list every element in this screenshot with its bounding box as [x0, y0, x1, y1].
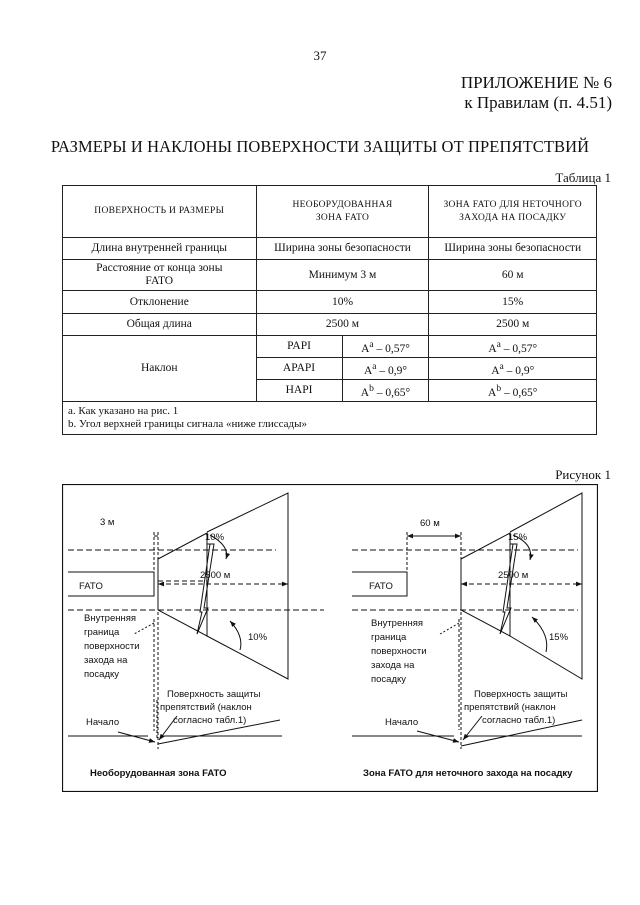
approach-surface-outer — [207, 493, 288, 679]
leader-line — [440, 623, 459, 634]
svg-text:граница: граница — [84, 627, 120, 638]
slope-value: $A^a - 0,9^\circ$ — [429, 358, 597, 380]
distance-label: 60 м — [420, 518, 440, 529]
divergence-bottom-arc — [230, 621, 241, 650]
page-title: РАЗМЕРЫ И НАКЛОНЫ ПОВЕРХНОСТИ ЗАЩИТЫ ОТ ПРЕПЯТСТВИЙ — [50, 137, 590, 156]
page-number: 37 — [313, 48, 327, 63]
svg-text:захода на: захода на — [371, 660, 415, 671]
origin-label: Начало — [86, 717, 120, 728]
leader-line — [134, 623, 154, 634]
header-surface: ПОВЕРХНОСТЬ И РАЗМЕРЫ — [63, 186, 257, 238]
svg-text:Поверхность защиты: Поверхность защиты — [167, 689, 261, 700]
appendix-number: ПРИЛОЖЕНИЕ № 6 — [460, 73, 612, 92]
length-label: 2500 м — [498, 570, 529, 581]
svg-text:посадку: посадку — [84, 669, 120, 680]
divergence-top-label: 15% — [508, 532, 528, 543]
appendix-header — [461, 73, 612, 113]
figure-frame — [63, 485, 598, 792]
note-a: a. Как указано на рис. 1 — [68, 405, 179, 417]
inner-edge-caption — [84, 613, 140, 680]
svg-text:поверхности: поверхности — [371, 646, 427, 657]
table-header-row — [63, 186, 597, 238]
row-value: 15% — [429, 291, 597, 314]
row-value: 10% — [256, 291, 429, 314]
row-value: 2500 м — [429, 314, 597, 336]
svg-text:Поверхность защиты: Поверхность защиты — [474, 689, 568, 700]
slope-value: $A^a - 0,9^\circ$ — [342, 358, 429, 380]
figure-caption-left: Необорудованная зона FATO — [90, 768, 227, 779]
svg-text:граница: граница — [371, 632, 407, 643]
svg-text:Внутренняя: Внутренняя — [84, 613, 137, 624]
slope-value: $A^a - 0,57^\circ$ — [429, 336, 597, 358]
dimensions-table — [62, 185, 597, 435]
table-notes — [63, 402, 597, 435]
slope-label: Наклон — [63, 336, 257, 402]
row-label: Расстояние от конца зоны FATO — [63, 260, 257, 291]
svg-text:согласно табл.1): согласно табл.1) — [482, 715, 556, 726]
svg-text:препятствий (наклон: препятствий (наклон — [464, 702, 556, 713]
fato-label: FATO — [79, 581, 103, 592]
distance-label: 3 м — [100, 517, 115, 528]
divergence-bottom-label: 15% — [549, 632, 569, 643]
inner-edge-caption — [371, 618, 427, 685]
slope-value: $A^a - 0,57^\circ$ — [342, 336, 429, 358]
row-value: Ширина зоны безопасности — [429, 238, 597, 260]
row-value: 2500 м — [256, 314, 429, 336]
origin-arrow — [118, 732, 155, 742]
row-value: Ширина зоны безопасности — [256, 238, 429, 260]
row-label: Длина внутренней границы — [63, 238, 257, 260]
fato-label: FATO — [369, 581, 393, 592]
svg-text:Внутренняя: Внутренняя — [371, 618, 424, 629]
row-label: Общая длина — [63, 314, 257, 336]
origin-label: Начало — [385, 717, 419, 728]
svg-text:захода на: захода на — [84, 655, 128, 666]
divergence-bottom-label: 10% — [248, 632, 268, 643]
surface-caption — [464, 689, 568, 726]
row-value: Минимум 3 м — [256, 260, 429, 291]
slope-system: PAPI — [256, 336, 342, 358]
svg-text:согласно табл.1): согласно табл.1) — [173, 715, 247, 726]
table-row — [63, 291, 597, 314]
appendix-reference: к Правилам (п. 4.51) — [464, 93, 612, 112]
figure-label: Рисунок 1 — [555, 467, 611, 482]
svg-text:посадку: посадку — [371, 674, 407, 685]
row-label: Отклонение — [63, 291, 257, 314]
table-row — [63, 314, 597, 336]
slope-value: $A^b - 0,65^\circ$ — [342, 380, 429, 402]
slope-system: HAPI — [256, 380, 342, 402]
table-row — [63, 260, 597, 291]
slope-system: APAPI — [256, 358, 342, 380]
row-value: 60 м — [429, 260, 597, 291]
figure-caption-right: Зона FATO для неточного захода на посадку — [363, 768, 573, 779]
surface-caption — [160, 689, 261, 726]
header-unequipped-fato: НЕОБОРУДОВАННАЯ ЗОНА FATO — [256, 186, 429, 238]
table-row — [63, 238, 597, 260]
svg-text:препятствий (наклон: препятствий (наклон — [160, 702, 252, 713]
slope-row-papi — [63, 336, 597, 358]
header-nonprecision-fato: ЗОНА FATO ДЛЯ НЕТОЧНОГО ЗАХОДА НА ПОСАДКУ — [429, 186, 597, 238]
divergence-bottom-arc — [532, 617, 547, 652]
note-b: b. Угол верхней границы сигнала «ниже глиссады» — [68, 418, 307, 430]
figure-1 — [62, 484, 598, 792]
divergence-top-label: 10% — [205, 532, 225, 543]
length-label: 2500 м — [200, 570, 231, 581]
table-label: Таблица 1 — [555, 170, 611, 185]
notes-row — [63, 402, 597, 435]
slope-value: $A^b - 0,65^\circ$ — [429, 380, 597, 402]
svg-text:поверхности: поверхности — [84, 641, 140, 652]
